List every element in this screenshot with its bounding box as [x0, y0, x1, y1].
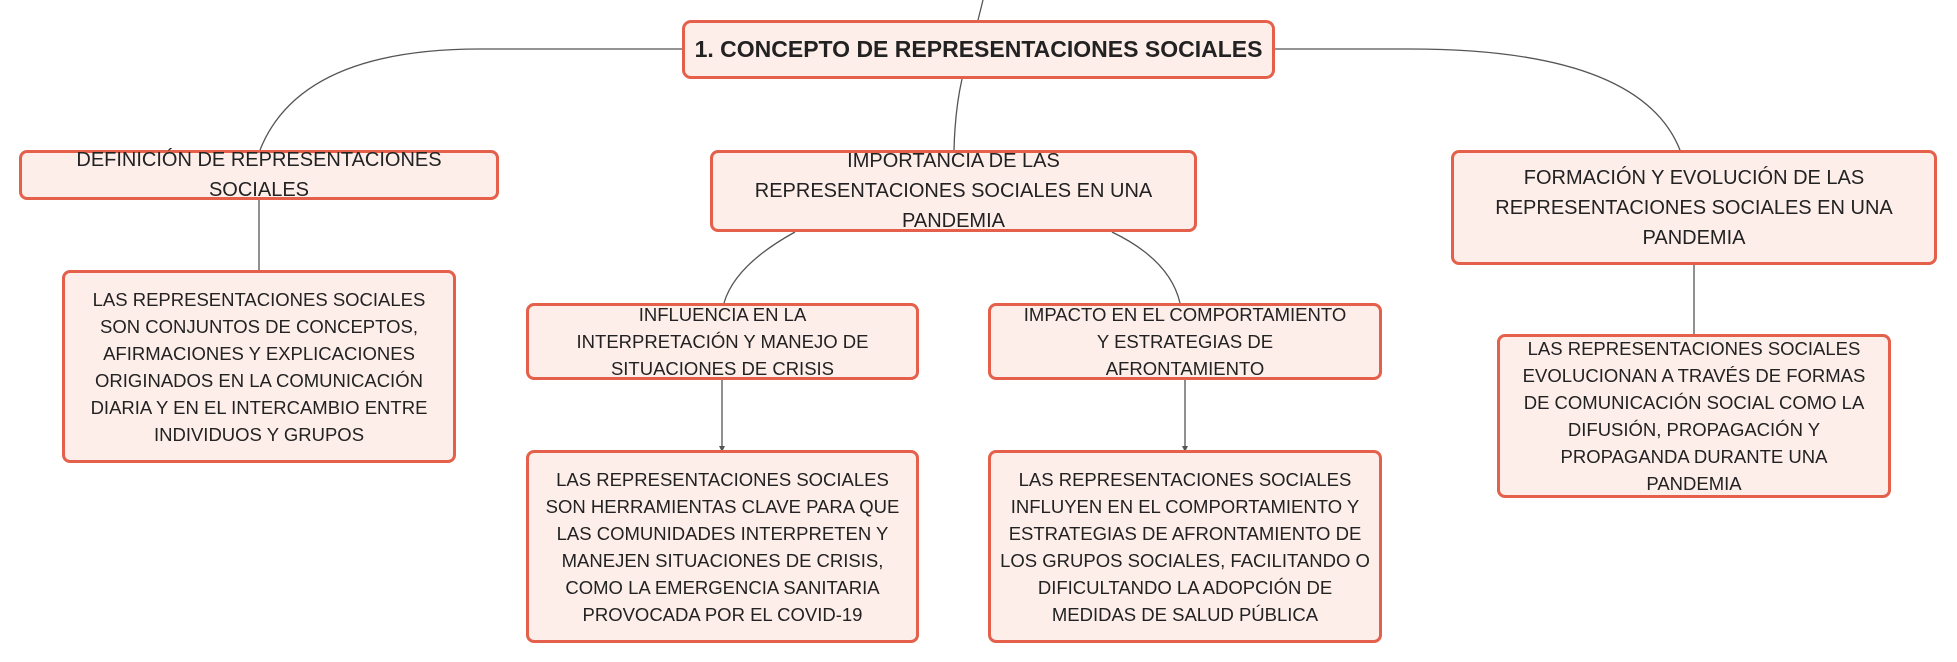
influencia-label: INFLUENCIA EN LA INTERPRETACIÓN Y MANEJO DE SITUACIONES DE CRISIS	[576, 304, 869, 379]
definicion-detail-text: LAS REPRESENTACIONES SOCIALES SON CONJUNTOS DE CONCEPTOS, AFIRMACIONES Y EXPLICACIONES ORIGINADOS EN LA COMUNICACIÓN DIARIA Y EN EL INTERCAMBIO ENTRE INDIVIDUOS Y GRUPOS	[90, 288, 428, 445]
connector-parent	[978, 0, 983, 20]
influencia-detail-text: LAS REPRESENTACIONES SOCIALES SON HERRAMIENTAS CLAVE PARA QUE LAS COMUNIDADES INTERPRETEN Y MANEJEN SITUACIONES DE CRISIS, COMO LA EMERGENCIA SANITARIA PROVOCADA POR EL COVID-19	[545, 468, 900, 625]
connector-root-importancia	[954, 79, 962, 150]
connector-importancia-influencia	[724, 232, 795, 303]
impacto-detail-text: LAS REPRESENTACIONES SOCIALES INFLUYEN EN EL COMPORTAMIENTO Y ESTRATEGIAS DE AFRONTAMIENTO DE LOS GRUPOS SOCIALES, FACILITANDO O DIFICULTANDO LA ADOPCIÓN DE MEDIDAS DE SALUD PÚBLICA	[1000, 468, 1370, 625]
formacion-detail-text: LAS REPRESENTACIONES SOCIALES EVOLUCIONAN A TRAVÉS DE FORMAS DE COMUNICACIÓN SOCIAL COMO LA DIFUSIÓN, PROPAGACIÓN Y PROPAGANDA DURANTE UNA PANDEMIA	[1522, 338, 1866, 494]
definicion-node[interactable]	[19, 150, 499, 200]
impacto-label: IMPACTO EN EL COMPORTAMIENTO Y ESTRATEGIAS DE AFRONTAMIENTO	[1023, 304, 1347, 379]
impacto-node[interactable]	[988, 303, 1382, 380]
importancia-node[interactable]	[710, 150, 1197, 232]
influencia-detail-node[interactable]	[526, 450, 919, 643]
impacto-detail-node[interactable]	[988, 450, 1382, 643]
connector-importancia-impacto	[1112, 232, 1180, 303]
connector-root-definicion	[260, 49, 682, 150]
formacion-node[interactable]	[1451, 150, 1937, 265]
root-node[interactable]	[682, 20, 1275, 79]
connector-root-formacion	[1275, 49, 1680, 150]
influencia-node[interactable]	[526, 303, 919, 380]
definicion-label: DEFINICIÓN DE REPRESENTACIONES SOCIALES	[76, 149, 442, 201]
definicion-detail-node[interactable]	[62, 270, 456, 463]
formacion-label: FORMACIÓN Y EVOLUCIÓN DE LAS REPRESENTACIONES SOCIALES EN UNA PANDEMIA	[1495, 166, 1893, 249]
formacion-detail-node[interactable]	[1497, 334, 1891, 498]
root-label: 1. CONCEPTO DE REPRESENTACIONES SOCIALES	[694, 36, 1263, 62]
importancia-label: IMPORTANCIA DE LAS REPRESENTACIONES SOCIALES EN UNA PANDEMIA	[754, 150, 1153, 232]
